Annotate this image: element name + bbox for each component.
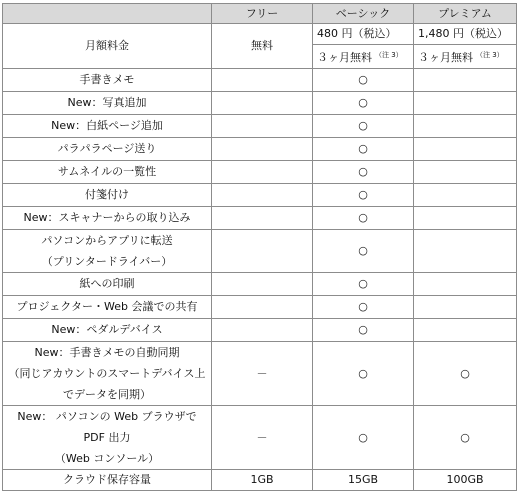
sync-basic: ○ xyxy=(313,342,414,406)
basic-mark: ○ xyxy=(313,115,414,138)
feature-name: 付箋付け xyxy=(3,184,212,207)
premium-trial-cell xyxy=(414,45,517,69)
feature-row xyxy=(3,161,517,184)
basic-note: （注 3） xyxy=(375,51,403,59)
feature-name: プロジェクター・Web 会議での共有 xyxy=(3,296,212,319)
feature-name: パラパラページ送り xyxy=(3,138,212,161)
basic-mark: ○ xyxy=(313,230,414,273)
feature-row xyxy=(3,92,517,115)
free-cell xyxy=(212,207,313,230)
basic-mark: ○ xyxy=(313,273,414,296)
premium-cell xyxy=(414,92,517,115)
premium-cell xyxy=(414,69,517,92)
header-free: フリー xyxy=(212,4,313,24)
sync-premium: ○ xyxy=(414,342,517,406)
web-line2: PDF 出力 xyxy=(83,431,131,444)
header-basic: ベーシック xyxy=(313,4,414,24)
premium-cell xyxy=(414,296,517,319)
feature-row xyxy=(3,296,517,319)
price-free: 無料 xyxy=(212,24,313,69)
premium-note: （注 3） xyxy=(476,51,504,59)
basic-mark: ○ xyxy=(313,138,414,161)
feature-name: 紙への印刷 xyxy=(3,273,212,296)
web-free: － xyxy=(212,406,313,470)
price-label: 月額料金 xyxy=(3,24,212,69)
free-cell xyxy=(212,115,313,138)
feature-name-line2: （プリンタードライバー） xyxy=(41,255,173,268)
premium-cell xyxy=(414,115,517,138)
feature-row xyxy=(3,319,517,342)
basic-trial-cell xyxy=(313,45,414,69)
storage-row xyxy=(3,470,517,491)
feature-row xyxy=(3,230,517,273)
premium-cell xyxy=(414,161,517,184)
premium-cell xyxy=(414,138,517,161)
free-cell xyxy=(212,296,313,319)
plan-comparison-table xyxy=(2,3,517,491)
basic-mark: ○ xyxy=(313,319,414,342)
premium-cell xyxy=(414,207,517,230)
basic-mark: ○ xyxy=(313,296,414,319)
web-row xyxy=(3,406,517,470)
basic-mark: ○ xyxy=(313,184,414,207)
sync-line1: New：手書きメモの自動同期 xyxy=(34,346,180,359)
storage-free: 1GB xyxy=(212,470,313,491)
price-row xyxy=(3,24,517,45)
premium-cell xyxy=(414,230,517,273)
feature-row xyxy=(3,115,517,138)
free-cell xyxy=(212,230,313,273)
premium-cell xyxy=(414,184,517,207)
storage-label: クラウド保存容量 xyxy=(3,470,212,491)
header-row xyxy=(3,4,517,24)
feature-name: New：写真追加 xyxy=(3,92,212,115)
web-line1: New： パソコンの Web ブラウザで xyxy=(17,410,197,423)
premium-price: 1,480 円（税込） xyxy=(414,24,517,45)
sync-feature-name xyxy=(3,342,212,406)
free-cell xyxy=(212,92,313,115)
basic-mark: ○ xyxy=(313,69,414,92)
premium-cell xyxy=(414,319,517,342)
storage-basic: 15GB xyxy=(313,470,414,491)
storage-premium: 100GB xyxy=(414,470,517,491)
web-premium: ○ xyxy=(414,406,517,470)
feature-row xyxy=(3,273,517,296)
basic-mark: ○ xyxy=(313,161,414,184)
sync-row xyxy=(3,342,517,406)
free-cell xyxy=(212,161,313,184)
free-cell xyxy=(212,273,313,296)
feature-name: New：白紙ページ追加 xyxy=(3,115,212,138)
free-cell xyxy=(212,184,313,207)
premium-cell xyxy=(414,273,517,296)
sync-line3: でデータを同期） xyxy=(63,388,151,401)
feature-name: サムネイルの一覧性 xyxy=(3,161,212,184)
feature-row xyxy=(3,207,517,230)
feature-name: 手書きメモ xyxy=(3,69,212,92)
web-line3: （Web コンソール） xyxy=(54,452,160,465)
header-empty-cell xyxy=(3,4,212,24)
basic-trial: ３ヶ月無料 xyxy=(317,51,372,64)
feature-row xyxy=(3,138,517,161)
feature-name xyxy=(3,230,212,273)
feature-name: New：ペダルデバイス xyxy=(3,319,212,342)
basic-price: 480 円（税込） xyxy=(313,24,414,45)
sync-free: － xyxy=(212,342,313,406)
web-feature-name xyxy=(3,406,212,470)
basic-mark: ○ xyxy=(313,92,414,115)
premium-trial: ３ヶ月無料 xyxy=(418,51,473,64)
sync-line2: （同じアカウントのスマートデバイス上 xyxy=(8,367,206,380)
header-premium: プレミアム xyxy=(414,4,517,24)
feature-name-line1: パソコンからアプリに転送 xyxy=(41,234,173,247)
feature-name: New：スキャナーからの取り込み xyxy=(3,207,212,230)
feature-row xyxy=(3,69,517,92)
free-cell xyxy=(212,138,313,161)
free-cell xyxy=(212,69,313,92)
feature-row xyxy=(3,184,517,207)
web-basic: ○ xyxy=(313,406,414,470)
basic-mark: ○ xyxy=(313,207,414,230)
free-cell xyxy=(212,319,313,342)
